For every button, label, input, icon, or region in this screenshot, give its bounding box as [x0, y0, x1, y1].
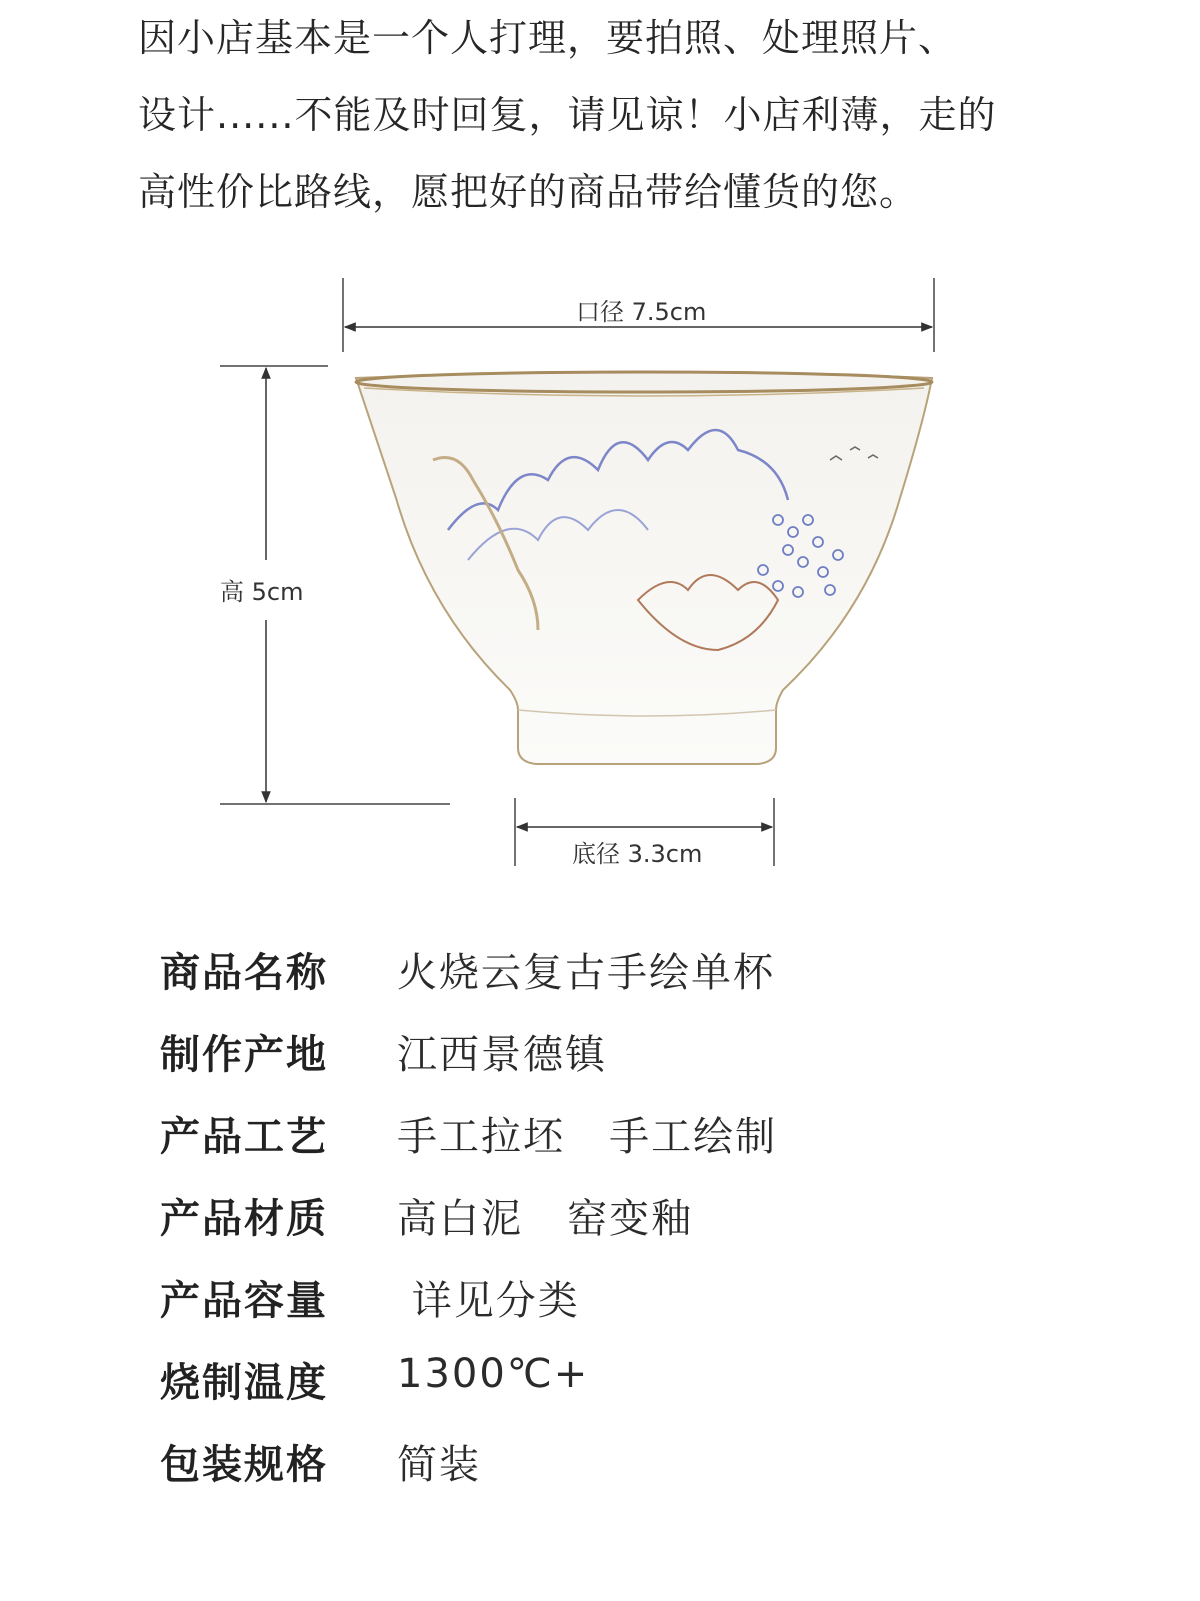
- cup-illustration: [218, 270, 968, 880]
- intro-line: 设计......不能及时回复，请见谅！小店利薄，走的: [138, 93, 997, 137]
- cup-dimension-figure: [218, 270, 968, 880]
- spec-row: [160, 1171, 1060, 1253]
- spec-value: 火烧云复古手绘单杯: [397, 950, 775, 996]
- spec-label: 制作产地: [160, 1032, 328, 1078]
- spec-value: 1300℃+: [397, 1351, 590, 1397]
- spec-label: 产品工艺: [160, 1114, 328, 1160]
- spec-row: [160, 1417, 1060, 1499]
- intro-line: 高性价比路线，愿把好的商品带给懂货的您。: [138, 170, 919, 214]
- spec-value: 高白泥 窑变釉: [397, 1196, 694, 1242]
- cup-body: [356, 372, 932, 764]
- spec-label: 包装规格: [160, 1442, 328, 1488]
- spec-label: 商品名称: [160, 950, 328, 996]
- spec-label: 产品材质: [160, 1196, 328, 1242]
- spec-label: 产品容量: [160, 1278, 328, 1324]
- base-diameter-label: 底径 3.3cm: [572, 840, 703, 868]
- spec-table: [160, 925, 1060, 1499]
- spec-row: [160, 1335, 1060, 1417]
- spec-value: 详见分类: [397, 1278, 580, 1324]
- spec-row: [160, 1089, 1060, 1171]
- spec-row: [160, 925, 1060, 1007]
- spec-value: 手工拉坯 手工绘制: [397, 1114, 778, 1160]
- intro-line: 因小店基本是一个人打理，要拍照、处理照片、: [138, 16, 958, 60]
- spec-row: [160, 1253, 1060, 1335]
- height-label: 高 5cm: [220, 578, 304, 606]
- rim-diameter-label: 口径 7.5cm: [576, 298, 707, 326]
- intro-text: [138, 0, 1138, 231]
- spec-row: [160, 1007, 1060, 1089]
- spec-value: 简装: [397, 1442, 481, 1488]
- spec-label: 烧制温度: [160, 1360, 328, 1406]
- spec-value: 江西景德镇: [397, 1032, 607, 1078]
